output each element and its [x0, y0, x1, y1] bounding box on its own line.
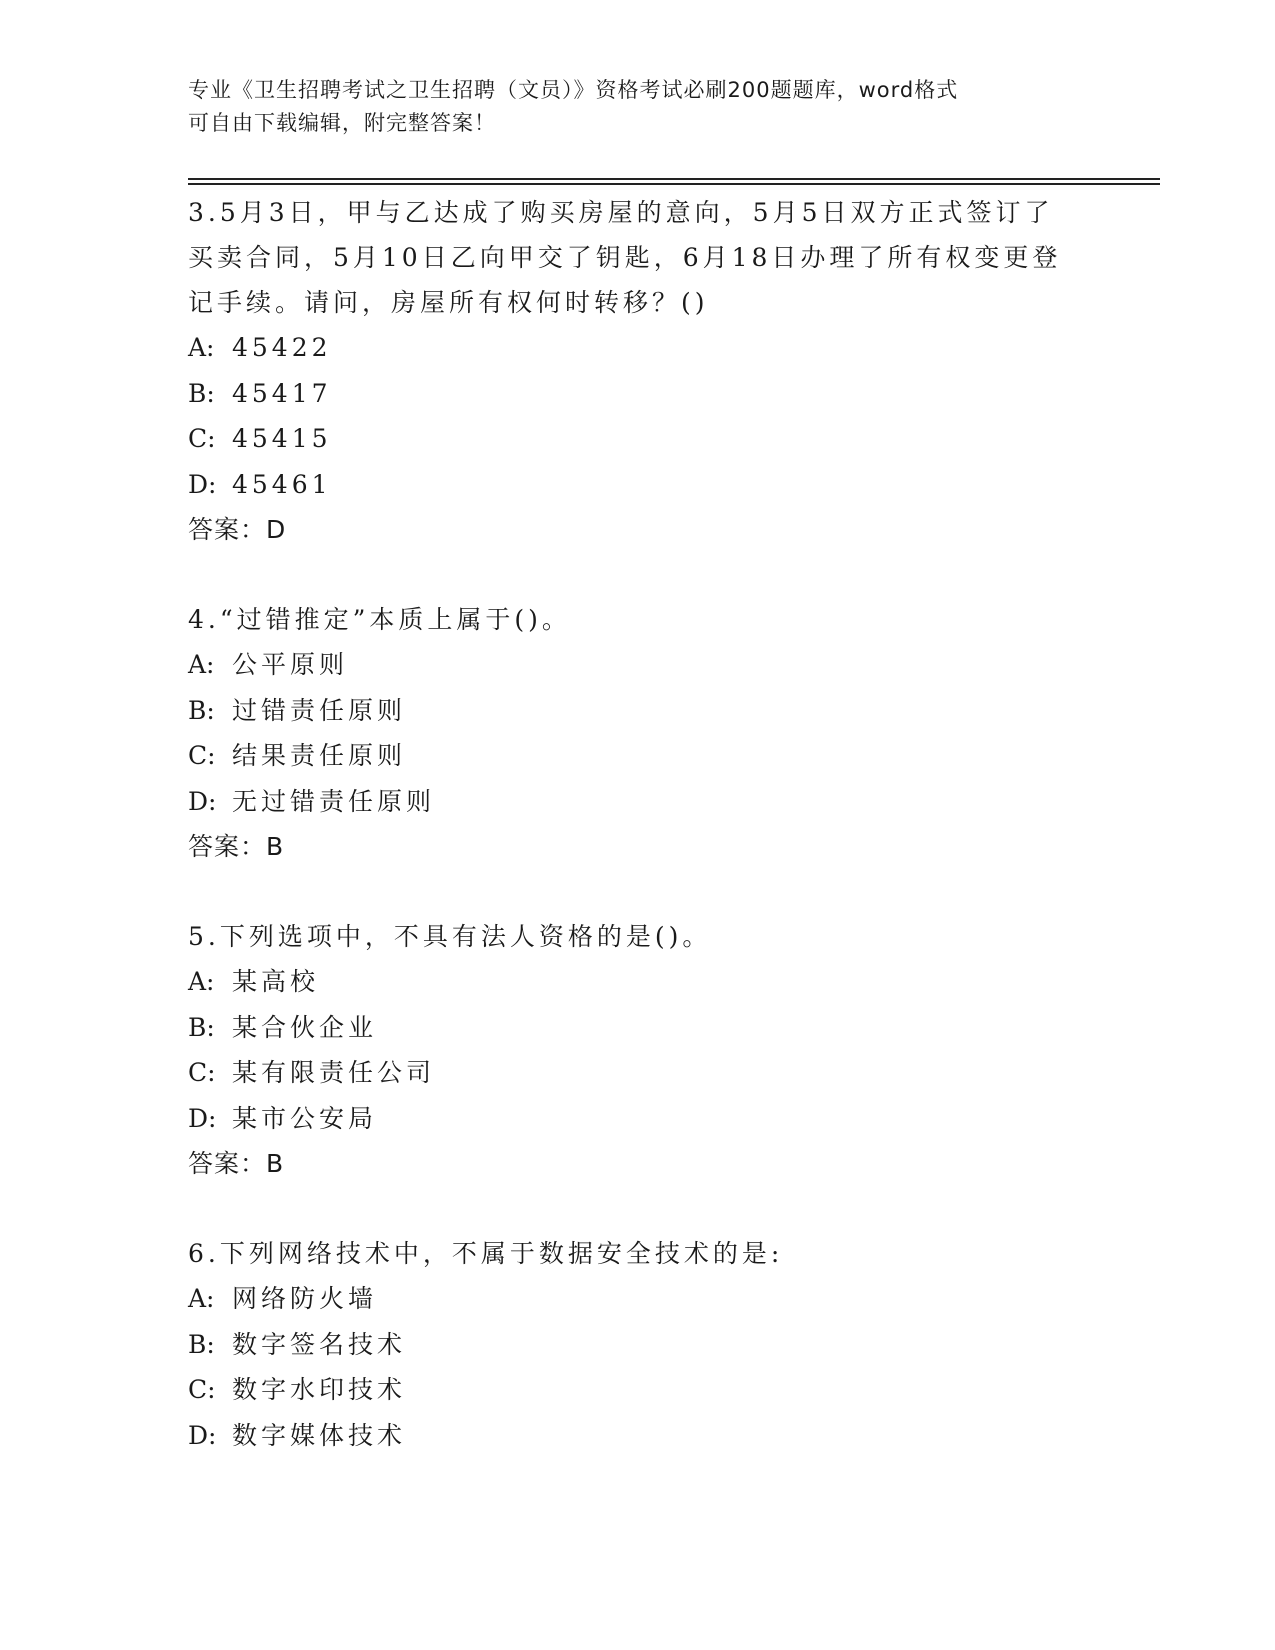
- question-item: [188, 597, 1088, 869]
- header-divider-bottom: [188, 183, 1160, 185]
- option-b: [188, 1005, 1088, 1051]
- option-text: 某合伙企业: [232, 1012, 378, 1042]
- option-key: D:: [188, 786, 217, 816]
- option-key: B:: [188, 1012, 215, 1042]
- option-text: 数字签名技术: [232, 1329, 407, 1359]
- option-c: [188, 1050, 1088, 1096]
- question-stem-line: 5.下列选项中，不具有法人资格的是()。: [188, 922, 712, 951]
- option-key: D:: [188, 1420, 217, 1450]
- option-key: A:: [188, 333, 215, 362]
- option-a: [188, 642, 1088, 688]
- header-divider-top: [188, 178, 1160, 180]
- option-text: 网络防火墙: [232, 1284, 378, 1313]
- option-key: C:: [188, 1058, 216, 1087]
- option-key: A:: [188, 967, 215, 996]
- option-text: 公平原则: [232, 650, 349, 679]
- answer-text: 答案：B: [188, 1149, 285, 1178]
- option-text: 某市公安局: [232, 1103, 378, 1133]
- question-stem-line: 4.“过错推定”本质上属于()。: [188, 605, 571, 634]
- option-key: B:: [188, 695, 215, 725]
- option-d: [188, 1096, 1088, 1142]
- option-c: [188, 1367, 1088, 1413]
- option-key: D:: [188, 469, 217, 499]
- option-d: [188, 779, 1088, 825]
- option-key: D:: [188, 1103, 217, 1133]
- question-stem-line: 3.5月3日，甲与乙达成了购买房屋的意向，5月5日双方正式签订了: [188, 198, 1054, 227]
- question-stem-line: 6.下列网络技术中，不属于数据安全技术的是:: [188, 1239, 784, 1268]
- option-key: A:: [188, 1284, 215, 1313]
- option-text: 某高校: [232, 967, 320, 996]
- question-item: [188, 1231, 1088, 1458]
- option-text: 结果责任原则: [232, 741, 407, 770]
- option-b: [188, 1322, 1088, 1368]
- option-key: B:: [188, 378, 215, 408]
- option-text: 45417: [232, 378, 332, 408]
- option-text: 45461: [232, 469, 332, 499]
- option-b: [188, 371, 1088, 417]
- option-text: 45422: [232, 333, 332, 362]
- option-key: C:: [188, 1375, 216, 1404]
- option-c: [188, 733, 1088, 779]
- option-d: [188, 1413, 1088, 1459]
- option-key: C:: [188, 424, 216, 453]
- question-item: [188, 914, 1088, 1186]
- question-stem-line: 记手续。请问，房屋所有权何时转移？(): [188, 288, 709, 317]
- answer-text: 答案：B: [188, 832, 285, 861]
- option-text: 数字媒体技术: [232, 1420, 407, 1450]
- question-item: [188, 190, 1088, 552]
- answer-text: 答案：D: [188, 515, 287, 544]
- option-text: 数字水印技术: [232, 1375, 407, 1404]
- option-text: 过错责任原则: [232, 695, 407, 725]
- option-d: [188, 462, 1088, 508]
- option-c: [188, 416, 1088, 462]
- header-line-1: 专业《卫生招聘考试之卫生招聘（文员）》资格考试必刷200题题库，word格式: [188, 78, 959, 102]
- option-key: C:: [188, 741, 216, 770]
- option-a: [188, 959, 1088, 1005]
- option-b: [188, 688, 1088, 734]
- question-list: [188, 190, 1088, 1503]
- document-header: [188, 74, 1088, 140]
- option-key: A:: [188, 650, 215, 679]
- option-text: 45415: [232, 424, 332, 453]
- option-text: 某有限责任公司: [232, 1058, 436, 1087]
- option-a: [188, 1276, 1088, 1322]
- option-a: [188, 325, 1088, 371]
- option-text: 无过错责任原则: [232, 786, 436, 816]
- option-key: B:: [188, 1329, 215, 1359]
- question-stem-line: 买卖合同，5月10日乙向甲交了钥匙，6月18日办理了所有权变更登: [188, 243, 1062, 272]
- header-line-2: 可自由下载编辑，附完整答案！: [188, 111, 496, 135]
